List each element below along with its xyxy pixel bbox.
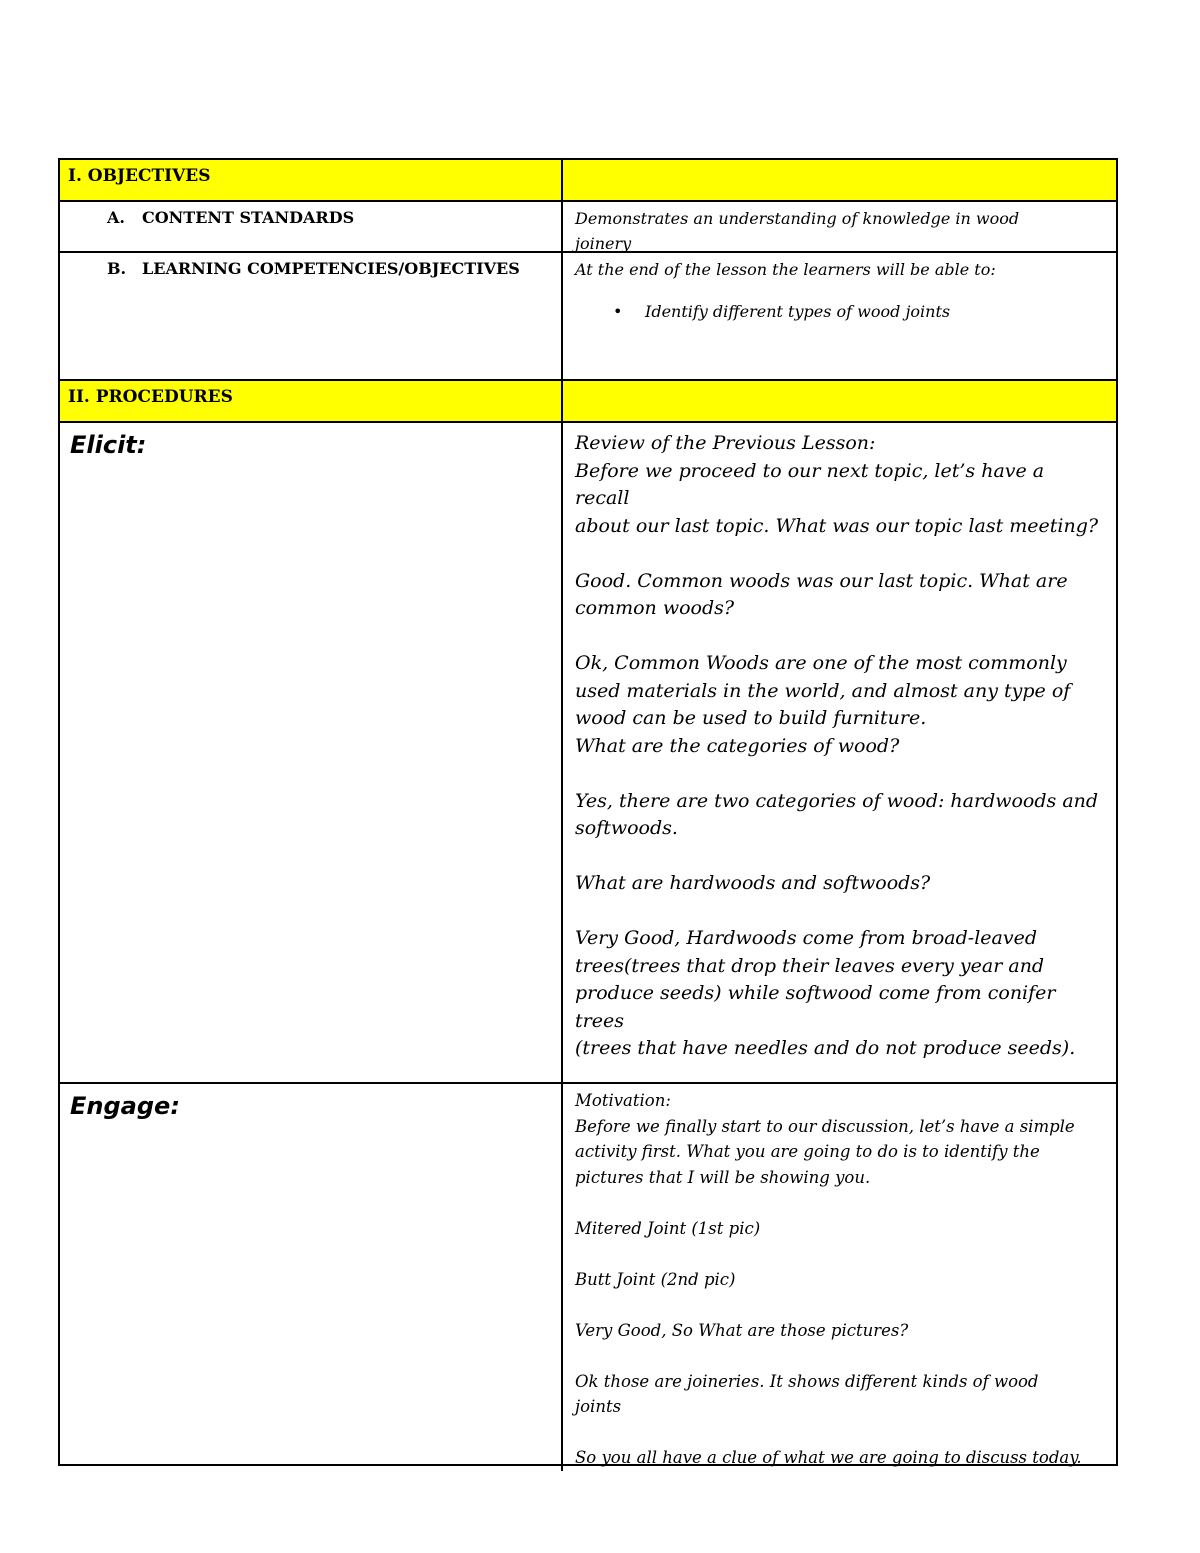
text-line: Very Good, So What are those pictures? — [575, 1320, 909, 1340]
learning-competencies-label: LEARNING COMPETENCIES/OBJECTIVES — [142, 259, 520, 278]
elicit-content — [563, 423, 1116, 1084]
bullet-icon: • — [613, 302, 623, 321]
lesson-plan-table — [58, 158, 1118, 1466]
text-line: Very Good, Hardwoods come from broad-leaved — [575, 927, 1037, 949]
text-line: Ok, Common Woods are one of the most commonly — [575, 652, 1067, 674]
text-line: used materials in the world, and almost any type of — [575, 679, 1071, 702]
text-line: Mitered Joint (1st pic) — [575, 1218, 761, 1238]
elicit-label: Elicit: — [70, 431, 147, 459]
text-line: produce seeds) while softwood come from conifer trees — [575, 982, 1056, 1032]
content-standards-label: CONTENT STANDARDS — [142, 208, 355, 227]
procedures-header-text: II. PROCEDURES — [68, 387, 233, 407]
objectives-header — [60, 160, 563, 202]
text-line: Review of the Previous Lesson: — [575, 432, 876, 454]
text-line: Ok those are joineries. It shows different kinds of wood — [575, 1371, 1039, 1391]
text-line: wood can be used to build furniture. — [575, 707, 927, 729]
learning-competencies-letter: B. — [107, 259, 127, 278]
learning-competencies-intro: At the end of the lesson the learners will be able to: — [575, 260, 996, 279]
procedures-header-blank — [563, 381, 1116, 423]
text-line: pictures that I will be showing you. — [575, 1167, 871, 1187]
text-line: So you all have a clue of what we are going to discuss today. — [575, 1448, 1082, 1467]
text-line: common woods? — [575, 597, 735, 619]
list-item — [613, 299, 1104, 325]
text-line: Butt Joint (2nd pic) — [575, 1269, 736, 1289]
engage-label-cell — [60, 1084, 563, 1471]
text-line: activity first. What you are going to do is to identify the — [575, 1142, 1040, 1161]
objectives-header-text: I. OBJECTIVES — [68, 166, 211, 186]
learning-competencies-value — [563, 253, 1116, 381]
text-line: joints — [575, 1397, 622, 1416]
elicit-label-cell — [60, 423, 563, 1084]
text-line: trees(trees that drop their leaves every year and — [575, 954, 1045, 977]
text-line: Before we finally start to our discussion, let’s have a simple — [575, 1116, 1075, 1136]
content-standards-letter: A. — [107, 208, 125, 227]
content-standards-label-cell — [60, 202, 563, 253]
text-line: Before we proceed to our next topic, let’s have a recall — [575, 459, 1045, 509]
content-standards-line: Demonstrates an understanding of knowledge in wood — [575, 209, 1020, 228]
content-standards-line: joinery — [575, 234, 632, 253]
text-line: about our last topic. What was our topic last meeting? — [575, 514, 1099, 537]
text-line: What are hardwoods and softwoods? — [575, 872, 931, 894]
objectives-header-blank — [563, 160, 1116, 202]
text-line: (trees that have needles and do not produce seeds). — [575, 1037, 1076, 1059]
objectives-list — [575, 299, 1104, 325]
learning-competencies-label-cell — [60, 253, 563, 381]
text-line: Good. Common woods was our last topic. What are — [575, 569, 1068, 592]
content-standards-value — [563, 202, 1116, 253]
text-line: Motivation: — [575, 1091, 671, 1110]
procedures-header — [60, 381, 563, 423]
objective-text: Identify different types of wood joints — [645, 302, 951, 321]
engage-content — [563, 1084, 1116, 1471]
text-line: What are the categories of wood? — [575, 734, 900, 757]
text-line: softwoods. — [575, 817, 678, 839]
text-line: Yes, there are two categories of wood: hardwoods and — [575, 789, 1099, 812]
engage-label: Engage: — [70, 1092, 180, 1120]
